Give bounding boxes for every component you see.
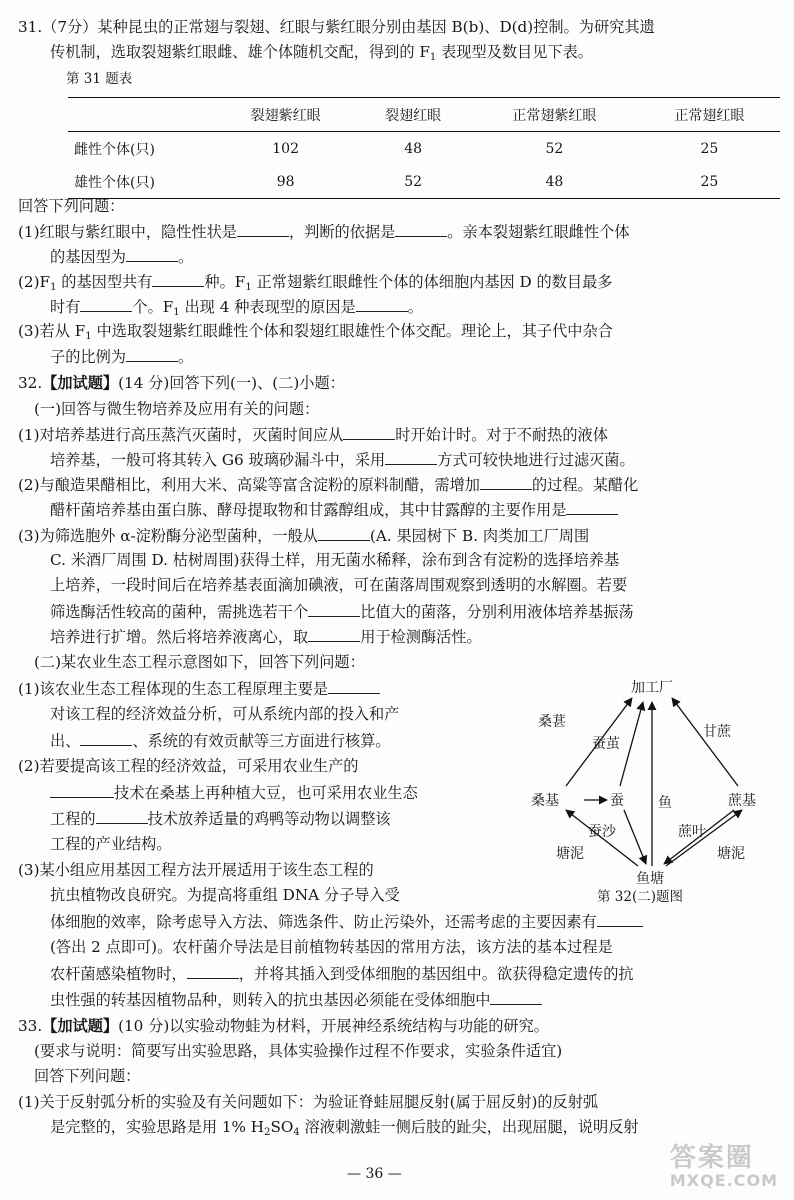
table-header-cell: 裂翅紫红眼 bbox=[215, 98, 356, 132]
edge-label-silt-right: 塘泥 bbox=[717, 846, 745, 862]
edge-label-sugarcane: 甘蔗 bbox=[703, 724, 731, 740]
table-caption: 第 31 题表 bbox=[66, 71, 133, 87]
q33-answer-intro: 回答下列问题： bbox=[34, 1067, 141, 1085]
edge-label-silkworm-sand: 蚕沙 bbox=[588, 824, 616, 840]
q31-sub3-line1: (3)若从 $F_1$ 中选取裂翅紫红眼雌性个体和裂翅红眼雄性个体交配。理论上，其子代中杂合 bbox=[18, 322, 613, 342]
q33-title: 33.【加试题】(10 分)以实验动物蛙为材料，开展神经系统结构与功能的研究。 bbox=[18, 1017, 549, 1035]
answer-blank[interactable] bbox=[308, 600, 360, 617]
q31-sub2-line2: 时有 个。$F_1$ 出现 4 种表现型的原因是 。 bbox=[50, 295, 423, 318]
q32-part1-intro: (一)回答与微生物培养及应用有关的问题： bbox=[34, 400, 320, 418]
table-cell: 25 bbox=[700, 140, 719, 157]
answer-blank[interactable] bbox=[597, 910, 643, 927]
q32-p2-2-line2: 技术在桑基上再种植大豆，也可采用农业生态 bbox=[50, 781, 418, 804]
q31-line1: 31.（7分）某种昆虫的正常翅与裂翅、红眼与紫红眼分别由基因 B(b)、D(d)控制。为研究其遗 bbox=[18, 18, 655, 36]
q32-title: 32.【加试题】(14 分)回答下列(一)、(二)小题： bbox=[18, 374, 345, 392]
table-row bbox=[68, 165, 780, 199]
q32-part2-intro: (二)某农业生态工程示意图如下，回答下列问题： bbox=[34, 653, 365, 671]
q33-requirements: (要求与说明：简要写出实验思路，具体实验操作过程不作要求，实验条件适宜) bbox=[34, 1042, 563, 1060]
table-header-row bbox=[68, 98, 780, 132]
table-cell: 52 bbox=[545, 140, 564, 157]
table-header-cell: 正常翅紫红眼 bbox=[470, 98, 639, 132]
q32-p2-3-line5: 农杆菌感染植物时， ，并将其插入到受体细胞的基因组中。欲获得稳定遗传的抗 bbox=[50, 962, 634, 985]
edge-label-cane-leaf: 蔗叶 bbox=[678, 824, 706, 840]
q31-sub1-line1: (1)红眼与紫红眼中，隐性性状是 ，判断的依据是 。亲本裂翅紫红眼雌性个体 bbox=[18, 220, 630, 243]
q33-sub1-line1: (1)关于反射弧分析的实验及有关问题如下：为验证脊蛙屈腿反射(属于屈反射)的反射弧 bbox=[18, 1093, 599, 1111]
table-row bbox=[68, 132, 780, 166]
phenotype-table bbox=[68, 97, 780, 199]
edge-label-fish: 鱼 bbox=[658, 795, 672, 811]
q33-sub1-line2: 是完整的，实验思路是用 1% $H_2SO_4$ 溶液刺激蛙一侧后肢的趾尖，出现屈腿，说明反射 bbox=[50, 1118, 639, 1138]
node-silkworm: 蚕 bbox=[610, 793, 624, 809]
answer-blank[interactable] bbox=[328, 677, 380, 694]
q31-sub1-line2: 的基因型为 。 bbox=[50, 245, 193, 268]
answer-blank[interactable] bbox=[187, 962, 239, 979]
node-fish-pond: 鱼塘 bbox=[636, 871, 664, 887]
q32-p1-3-line2: C. 米酒厂周围 D. 枯树周围)获得土样，用无菌水稀释，涂布到含有淀粉的选择培养基 bbox=[50, 551, 620, 569]
table-cell: 25 bbox=[639, 165, 780, 199]
answer-blank[interactable] bbox=[566, 498, 618, 515]
table-cell: 98 bbox=[215, 165, 356, 199]
answer-blank[interactable] bbox=[343, 423, 395, 440]
q31-line2: 传机制，选取裂翅紫红眼雌、雄个体随机交配，得到的 $F_1$ 表现型及数目见下表。 bbox=[50, 43, 593, 63]
arrow-cane-factory bbox=[672, 698, 738, 786]
diagram-caption: 第 32(二)题图 bbox=[597, 889, 684, 905]
answer-blank[interactable] bbox=[126, 245, 178, 262]
q32-p1-2-line2: 醋杆菌培养基由蛋白胨、酵母提取物和甘露醇组成，其中甘露醇的主要作用是 bbox=[50, 498, 618, 521]
node-cane: 蔗基 bbox=[728, 793, 756, 809]
q31-sub2-line1: $(2)F_1$ 的基因型共有 种。$F_1$ 正常翅紫红眼雌性个体的体细胞内基因 D 的数目最多 bbox=[18, 270, 612, 293]
edge-label-mulberry-fruit: 桑葚 bbox=[538, 714, 566, 730]
q32-p2-2-line3: 工程的 技术放养适量的鸡鸭等动物以调整该 bbox=[50, 807, 391, 830]
node-factory: 加工厂 bbox=[631, 680, 673, 696]
answer-blank[interactable] bbox=[152, 270, 204, 287]
answer-blank[interactable] bbox=[237, 220, 289, 237]
q32-p2-1-line1: (1)该农业生态工程体现的生态工程原理主要是 bbox=[18, 677, 380, 700]
answer-blank[interactable] bbox=[490, 988, 542, 1005]
q32-p2-3-line2: 抗虫植物改良研究。为提高将重组 DNA 分子导入受 bbox=[50, 886, 400, 904]
answer-blank[interactable] bbox=[318, 524, 370, 541]
table-header-cell: 裂翅红眼 bbox=[356, 98, 470, 132]
q32-p2-3-line6: 虫性强的转基因植物品种，则转入的抗虫基因必须能在受体细胞中 bbox=[50, 988, 542, 1011]
q32-p1-2-line1: (2)与酿造果醋相比，利用大米、高粱等富含淀粉的原料制醋，需增加 的过程。某醋化 bbox=[18, 473, 638, 496]
eco-engineering-diagram bbox=[520, 668, 790, 898]
table-header-cell: 正常翅红眼 bbox=[639, 98, 780, 132]
answer-blank[interactable] bbox=[385, 448, 437, 465]
q32-p2-2-line4: 工程的产业结构。 bbox=[50, 835, 172, 853]
q32-p1-1-line1: (1)对培养基进行高压蒸汽灭菌时，灭菌时间应从 时开始计时。对于不耐热的液体 bbox=[18, 423, 608, 446]
answer-blank[interactable] bbox=[80, 729, 132, 746]
answer-blank[interactable] bbox=[126, 345, 178, 362]
q32-p2-3-line4: (答出 2 点即可)。农杆菌介导法是目前植物转基因的常用方法，该方法的基本过程是 bbox=[50, 938, 613, 956]
answer-blank[interactable] bbox=[480, 473, 532, 490]
q31-sub3-line2: 子的比例为 。 bbox=[50, 345, 193, 368]
watermark-logo: 答案圈 MXQE.COM bbox=[669, 1143, 778, 1190]
q32-p2-1-line3: 出、 、系统的有效贡献等三方面进行核算。 bbox=[50, 729, 391, 752]
q32-p1-3-line4: 筛选酶活性较高的菌种，需挑选若干个 比值大的菌落，分别利用液体培养基振荡 bbox=[50, 600, 634, 623]
q31-answer-intro: 回答下列问题： bbox=[18, 197, 125, 215]
table-cell: 48 bbox=[404, 140, 423, 157]
table-header-cell bbox=[68, 98, 215, 132]
q32-p2-1-line2: 对该工程的经济效益分析，可从系统内部的投入和产 bbox=[50, 705, 400, 723]
answer-blank[interactable] bbox=[308, 625, 360, 642]
table-cell: 雄性个体(只) bbox=[68, 165, 215, 199]
table-cell: 102 bbox=[272, 140, 299, 157]
q32-p1-1-line2: 培养基，一般可将其转入 G6 玻璃砂漏斗中，采用 方式可较快地进行过滤灭菌。 bbox=[50, 448, 635, 471]
q32-p1-3-line5: 培养进行扩增。然后将培养液离心，取 用于检测酶活性。 bbox=[50, 625, 482, 648]
answer-blank[interactable] bbox=[80, 295, 132, 312]
table-cell: 52 bbox=[356, 165, 470, 199]
q32-p1-3-line3: 上培养，一段时间后在培养基表面滴加碘液，可在菌落周围观察到透明的水解圈。若要 bbox=[50, 576, 628, 594]
page-number: — 36 — bbox=[347, 1166, 402, 1182]
node-mulberry: 桑基 bbox=[531, 793, 559, 809]
q32-p2-2-line1: (2)若要提高该工程的经济效益，可采用农业生产的 bbox=[18, 757, 359, 775]
q32-p2-3-line3: 体细胞的效率，除考虑导入方法、筛选条件、防止污染外，还需考虑的主要因素有 bbox=[50, 910, 643, 933]
answer-blank[interactable] bbox=[356, 295, 408, 312]
table-cell: 48 bbox=[470, 165, 639, 199]
edge-label-silt-left: 塘泥 bbox=[556, 846, 584, 862]
edge-label-cocoon: 蚕茧 bbox=[592, 736, 620, 752]
arrow-silkworm-sand bbox=[624, 810, 646, 864]
q32-p2-3-line1: (3)某小组应用基因工程方法开展适用于该生态工程的 bbox=[18, 861, 374, 879]
arrow-silkworm-factory bbox=[620, 702, 643, 786]
table-cell: 雌性个体(只) bbox=[74, 141, 155, 158]
q32-p1-3-line1: (3)为筛选胞外 α-淀粉酶分泌型菌种，一般从 (A. 果园树下 B. 肉类加工厂周围 bbox=[18, 524, 589, 547]
answer-blank[interactable] bbox=[96, 807, 148, 824]
answer-blank[interactable] bbox=[395, 220, 447, 237]
answer-blank[interactable] bbox=[50, 781, 114, 798]
